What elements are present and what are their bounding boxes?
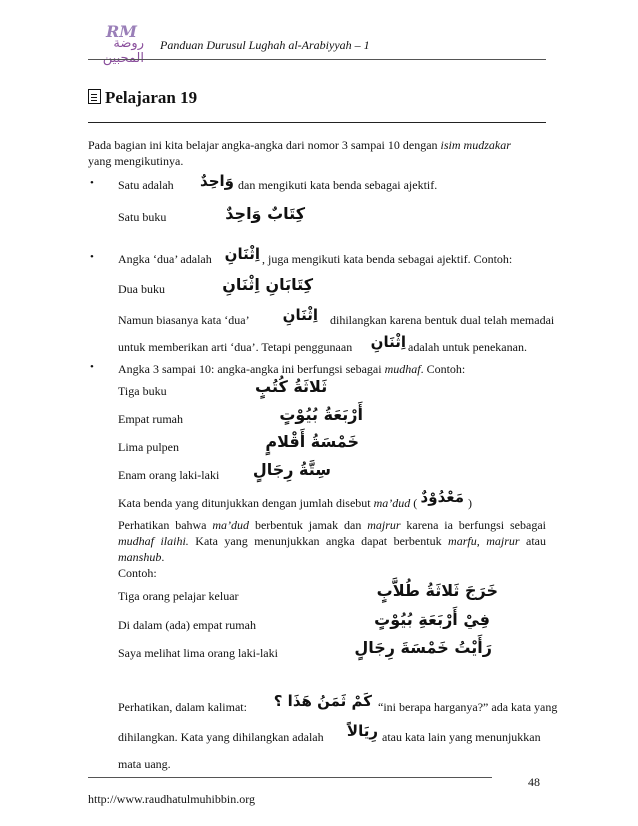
title-rule [88,122,546,123]
page-number: 48 [528,775,540,789]
p1-text: Perhatikan bahwa [118,518,213,532]
b3-p1-line-1 [118,518,546,533]
b2-note1-arabic: اِثْنَانِ [282,306,318,324]
intro-line-2: yang mengikutinya. [88,154,184,168]
b3-intro-end: . Contoh: [420,362,466,376]
b1-text-b: dan mengikuti kata benda sebagai ajektif. [238,178,438,192]
b3-example-arabic-2: أَرْبَعَةُ بُيُوْتٍ [279,405,363,424]
b3-example-arabic-4: سِتَّةُ رِجَالٍ [252,460,331,479]
b3-p1-line-2 [118,534,546,549]
p1-text: . [161,550,165,564]
intro-term: isim mudzakar [440,138,511,152]
b3-maadud-arabic: مَعْدُوْدٌ [420,488,464,506]
b3-sentence-arabic-2: فِيْ أَرْبَعَةِ بُيُوْتٍ [374,610,490,629]
p1-text: atau [519,534,546,548]
site-logo [88,22,144,66]
intro-text: Pada bagian ini kita belajar angka-angka dari nomor 3 sampai 10 dengan [88,138,441,152]
maadud-paren-open: ( [410,496,418,510]
b1-example-label: Satu buku [118,210,167,224]
b3-example-label-2: Empat rumah [118,412,183,426]
lesson-heading [88,88,197,108]
b3-last-line-1-b: “ini berapa harganya?” ada kata yang [378,700,558,714]
b3-intro-text: Angka 3 sampai 10: angka-angka ini berfungsi sebagai [118,362,385,376]
b3-sentence-arabic-3: رَأَيْتُ خَمْسَةَ رِجَالٍ [354,638,492,657]
bullet-icon: • [90,177,94,189]
header-rule [88,59,546,60]
intro-line-1 [88,138,511,153]
b2-example-label: Dua buku [118,282,165,296]
footer-rule [88,777,492,778]
b3-last-line-1-a: Perhatikan, dalam kalimat: [118,700,247,714]
p1-text: Kata yang menunjukkan angka dapat berbentuk [188,534,449,548]
b2-note1-a: Namun biasanya kata ‘dua’ [118,313,250,327]
b1-text-a: Satu adalah [118,178,174,192]
b3-sentence-arabic-1: خَرَجَ ثَلاثَةُ طُلاَّبٍ [376,581,498,600]
b3-intro-term: mudhaf [384,362,421,376]
b2-arabic: اِثْنَانِ [224,245,260,263]
p1-text: karena ia berfungsi sebagai [400,518,546,532]
footer-url[interactable]: http://www.raudhatulmuhibbin.org [88,792,255,806]
maadud-text: Kata benda yang ditunjukkan dengan jumlah disebut [118,496,374,510]
b2-text-a: Angka ‘dua’ adalah [118,252,212,266]
b2-note1-b: dihilangkan karena bentuk dual telah memadai [330,313,555,327]
bullet-icon: • [90,361,94,373]
p1-term: majrur [367,518,401,532]
p1-text: berbentuk jamak dan [249,518,368,532]
b3-contoh: Contoh: [118,566,157,580]
p1-term: mudhaf ilaihi. [118,534,189,548]
b3-last-line-2-arabic: رِيَالاً [346,722,378,740]
bullet-icon: • [90,251,94,263]
b3-maadud-paren-close: ) [468,496,472,510]
b3-example-label-4: Enam orang laki-laki [118,468,220,482]
b2-note2-b: adalah untuk penekanan. [408,340,527,354]
b3-maadud-line [118,496,417,511]
b3-p1-line-3 [118,550,164,565]
b2-note2-a: untuk memberikan arti ‘dua’. Tetapi penggunaan [118,340,353,354]
b3-example-arabic-1: ثَلاثَةُ كُتُبٍ [255,377,328,396]
b2-example-arabic: كِتَابَانِ اِثْنَانِ [222,275,313,294]
b3-example-label-3: Lima pulpen [118,440,179,454]
b2-text-b: , juga mengikuti kata benda sebagai ajektif. Contoh: [262,252,513,266]
p1-term: manshub [118,550,162,564]
p1-term: ma’dud [212,518,250,532]
document-icon [88,89,101,104]
logo-text: RM [106,22,138,41]
logo-arabic: روضة المحبين [102,36,144,66]
b3-sentence-label-3: Saya melihat lima orang laki-laki [118,646,278,660]
header-title: Panduan Durusul Lughah al-Arabiyyah – 1 [160,38,370,52]
p1-term: marfu, majrur [448,534,520,548]
maadud-term: ma’dud [373,496,411,510]
b2-note2-arabic: اِثْنَانِ [370,333,406,351]
b3-example-label-1: Tiga buku [118,384,167,398]
b3-last-line-1-arabic: كَمْ ثَمَنُ هَذَا ؟ [273,692,372,710]
b1-example-arabic: كِتَابٌ وَاحِدٌ [225,204,305,223]
b1-arabic: وَاحِدٌ [200,172,234,190]
b3-example-arabic-3: خَمْسَةُ أَقْلامٍ [265,432,359,451]
b3-sentence-label-1: Tiga orang pelajar keluar [118,589,239,603]
lesson-title: Pelajaran 19 [105,88,198,107]
b3-last-line-2-b: atau kata lain yang menunjukkan [382,730,541,744]
b3-last-line-3: mata uang. [118,757,171,771]
b3-last-line-2-a: dihilangkan. Kata yang dihilangkan adalah [118,730,324,744]
b3-intro [118,362,465,377]
b3-sentence-label-2: Di dalam (ada) empat rumah [118,618,256,632]
